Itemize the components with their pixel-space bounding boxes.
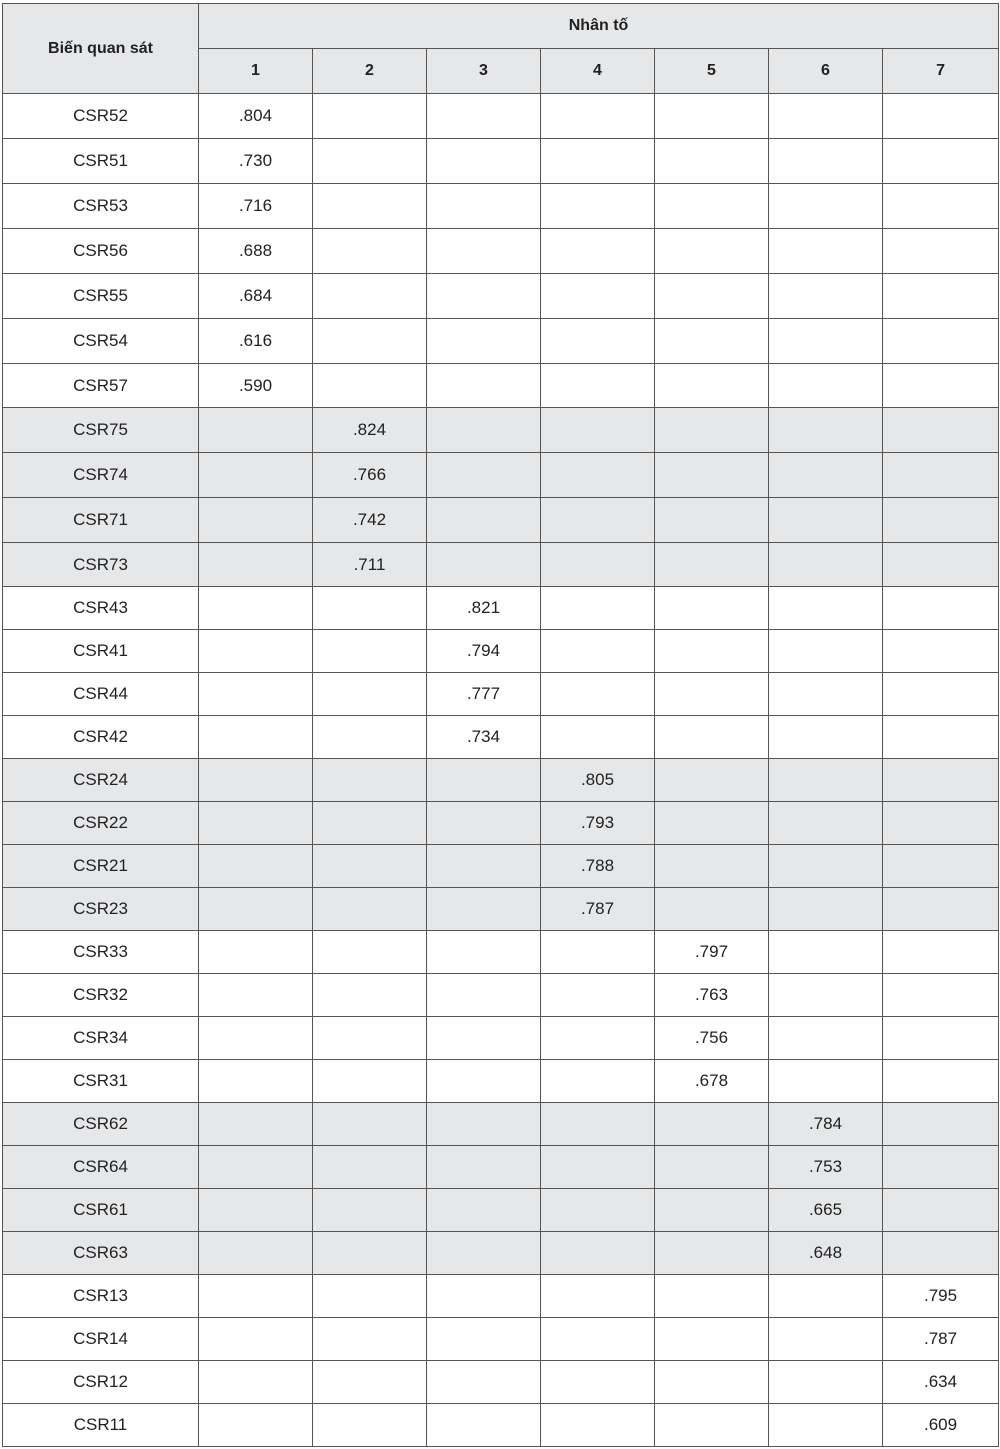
empty-cell: [655, 1361, 769, 1404]
empty-cell: [541, 1146, 655, 1189]
table-row: [3, 94, 999, 139]
empty-cell: [655, 1103, 769, 1146]
empty-cell: [655, 408, 769, 453]
empty-cell: [199, 802, 313, 845]
loading-value-cell: .688: [199, 229, 313, 274]
empty-cell: [199, 1146, 313, 1189]
empty-cell: [769, 229, 883, 274]
empty-cell: [655, 673, 769, 716]
table-row: [3, 1361, 999, 1404]
empty-cell: [541, 319, 655, 364]
variable-name-cell: CSR57: [3, 364, 199, 408]
empty-cell: [313, 364, 427, 408]
empty-cell: [313, 1361, 427, 1404]
variable-name-cell: CSR31: [3, 1060, 199, 1103]
empty-cell: [427, 974, 541, 1017]
empty-cell: [541, 716, 655, 759]
empty-cell: [769, 1275, 883, 1318]
loading-value-cell: .787: [541, 888, 655, 931]
table-row: [3, 1275, 999, 1318]
empty-cell: [769, 931, 883, 974]
empty-cell: [427, 802, 541, 845]
empty-cell: [655, 716, 769, 759]
empty-cell: [199, 1189, 313, 1232]
empty-cell: [883, 1017, 999, 1060]
empty-cell: [313, 1275, 427, 1318]
empty-cell: [199, 587, 313, 630]
loading-value-cell: .784: [769, 1103, 883, 1146]
empty-cell: [427, 1404, 541, 1447]
empty-cell: [655, 319, 769, 364]
empty-cell: [427, 408, 541, 453]
empty-cell: [655, 587, 769, 630]
empty-cell: [313, 845, 427, 888]
loading-value-cell: .777: [427, 673, 541, 716]
empty-cell: [313, 94, 427, 139]
empty-cell: [199, 1318, 313, 1361]
empty-cell: [883, 184, 999, 229]
loading-value-cell: .804: [199, 94, 313, 139]
empty-cell: [769, 453, 883, 498]
empty-cell: [883, 1146, 999, 1189]
factor-loading-table: [2, 3, 999, 1447]
empty-cell: [313, 716, 427, 759]
table-row: [3, 1189, 999, 1232]
empty-cell: [313, 1146, 427, 1189]
empty-cell: [427, 888, 541, 931]
empty-cell: [541, 1361, 655, 1404]
loading-value-cell: .766: [313, 453, 427, 498]
variable-name-cell: CSR21: [3, 845, 199, 888]
empty-cell: [655, 1189, 769, 1232]
table-body: [3, 94, 999, 1447]
variable-column-header: Biến quan sát: [3, 4, 199, 94]
empty-cell: [883, 1189, 999, 1232]
empty-cell: [541, 229, 655, 274]
empty-cell: [541, 453, 655, 498]
loading-value-cell: .734: [427, 716, 541, 759]
empty-cell: [427, 759, 541, 802]
table-row: [3, 974, 999, 1017]
variable-name-cell: CSR73: [3, 543, 199, 587]
variable-name-cell: CSR32: [3, 974, 199, 1017]
table-row: [3, 931, 999, 974]
empty-cell: [883, 94, 999, 139]
variable-name-cell: CSR14: [3, 1318, 199, 1361]
empty-cell: [883, 453, 999, 498]
empty-cell: [883, 974, 999, 1017]
empty-cell: [769, 673, 883, 716]
empty-cell: [427, 274, 541, 319]
table-row: [3, 274, 999, 319]
empty-cell: [883, 845, 999, 888]
empty-cell: [655, 630, 769, 673]
table-row: [3, 630, 999, 673]
empty-cell: [199, 630, 313, 673]
empty-cell: [769, 587, 883, 630]
variable-name-cell: CSR75: [3, 408, 199, 453]
empty-cell: [313, 184, 427, 229]
loading-value-cell: .730: [199, 139, 313, 184]
table-row: [3, 319, 999, 364]
factor-column-header: 6: [769, 49, 883, 94]
empty-cell: [427, 1232, 541, 1275]
empty-cell: [427, 1361, 541, 1404]
empty-cell: [313, 974, 427, 1017]
variable-name-cell: CSR13: [3, 1275, 199, 1318]
table-row: [3, 1103, 999, 1146]
loading-value-cell: .684: [199, 274, 313, 319]
empty-cell: [199, 1103, 313, 1146]
empty-cell: [541, 274, 655, 319]
table-row: [3, 1060, 999, 1103]
empty-cell: [655, 759, 769, 802]
empty-cell: [769, 974, 883, 1017]
empty-cell: [427, 184, 541, 229]
empty-cell: [313, 888, 427, 931]
empty-cell: [655, 543, 769, 587]
variable-name-cell: CSR43: [3, 587, 199, 630]
empty-cell: [883, 673, 999, 716]
table-row: [3, 139, 999, 184]
empty-cell: [655, 845, 769, 888]
empty-cell: [427, 498, 541, 543]
empty-cell: [313, 931, 427, 974]
empty-cell: [883, 802, 999, 845]
empty-cell: [313, 1318, 427, 1361]
empty-cell: [655, 802, 769, 845]
variable-name-cell: CSR55: [3, 274, 199, 319]
empty-cell: [769, 319, 883, 364]
empty-cell: [427, 1103, 541, 1146]
empty-cell: [199, 1404, 313, 1447]
empty-cell: [199, 498, 313, 543]
loading-value-cell: .648: [769, 1232, 883, 1275]
table-row: [3, 1318, 999, 1361]
empty-cell: [883, 931, 999, 974]
factor-column-header: 1: [199, 49, 313, 94]
variable-name-cell: CSR42: [3, 716, 199, 759]
empty-cell: [427, 845, 541, 888]
table-row: [3, 845, 999, 888]
empty-cell: [541, 931, 655, 974]
empty-cell: [427, 1017, 541, 1060]
empty-cell: [313, 1404, 427, 1447]
empty-cell: [541, 630, 655, 673]
empty-cell: [883, 319, 999, 364]
empty-cell: [541, 1189, 655, 1232]
variable-name-cell: CSR52: [3, 94, 199, 139]
loading-value-cell: .711: [313, 543, 427, 587]
factor-column-header: 3: [427, 49, 541, 94]
empty-cell: [769, 408, 883, 453]
empty-cell: [427, 543, 541, 587]
variable-name-cell: CSR33: [3, 931, 199, 974]
loading-value-cell: .821: [427, 587, 541, 630]
loading-value-cell: .788: [541, 845, 655, 888]
loading-value-cell: .805: [541, 759, 655, 802]
factor-column-header: 4: [541, 49, 655, 94]
empty-cell: [769, 1318, 883, 1361]
empty-cell: [769, 94, 883, 139]
variable-name-cell: CSR34: [3, 1017, 199, 1060]
empty-cell: [313, 587, 427, 630]
table-row: [3, 453, 999, 498]
table-row: [3, 1404, 999, 1447]
factor-column-header: 2: [313, 49, 427, 94]
empty-cell: [313, 673, 427, 716]
empty-cell: [199, 453, 313, 498]
variable-name-cell: CSR44: [3, 673, 199, 716]
empty-cell: [769, 716, 883, 759]
table-row: [3, 543, 999, 587]
empty-cell: [655, 184, 769, 229]
table-row: [3, 1232, 999, 1275]
empty-cell: [313, 274, 427, 319]
variable-name-cell: CSR64: [3, 1146, 199, 1189]
loading-value-cell: .793: [541, 802, 655, 845]
empty-cell: [427, 1146, 541, 1189]
variable-name-cell: CSR24: [3, 759, 199, 802]
variable-name-cell: CSR23: [3, 888, 199, 931]
empty-cell: [199, 1275, 313, 1318]
empty-cell: [313, 319, 427, 364]
empty-cell: [199, 716, 313, 759]
empty-cell: [541, 587, 655, 630]
variable-name-cell: CSR22: [3, 802, 199, 845]
empty-cell: [313, 1017, 427, 1060]
variable-name-cell: CSR71: [3, 498, 199, 543]
empty-cell: [541, 543, 655, 587]
loading-value-cell: .756: [655, 1017, 769, 1060]
factor-group-header: Nhân tố: [199, 4, 999, 49]
variable-name-cell: CSR63: [3, 1232, 199, 1275]
variable-name-cell: CSR61: [3, 1189, 199, 1232]
empty-cell: [883, 587, 999, 630]
empty-cell: [655, 364, 769, 408]
empty-cell: [769, 888, 883, 931]
empty-cell: [655, 274, 769, 319]
empty-cell: [199, 1361, 313, 1404]
loading-value-cell: .795: [883, 1275, 999, 1318]
empty-cell: [427, 94, 541, 139]
empty-cell: [313, 229, 427, 274]
empty-cell: [427, 364, 541, 408]
empty-cell: [199, 759, 313, 802]
empty-cell: [427, 1318, 541, 1361]
variable-name-cell: CSR41: [3, 630, 199, 673]
empty-cell: [199, 1232, 313, 1275]
empty-cell: [541, 673, 655, 716]
empty-cell: [655, 498, 769, 543]
empty-cell: [883, 630, 999, 673]
table-row: [3, 716, 999, 759]
loading-value-cell: .763: [655, 974, 769, 1017]
loading-value-cell: .678: [655, 1060, 769, 1103]
empty-cell: [541, 94, 655, 139]
empty-cell: [655, 229, 769, 274]
variable-name-cell: CSR54: [3, 319, 199, 364]
table-row: [3, 1146, 999, 1189]
empty-cell: [883, 543, 999, 587]
empty-cell: [427, 139, 541, 184]
empty-cell: [769, 498, 883, 543]
table-row: [3, 184, 999, 229]
empty-cell: [769, 845, 883, 888]
empty-cell: [427, 453, 541, 498]
empty-cell: [655, 888, 769, 931]
loading-value-cell: .794: [427, 630, 541, 673]
empty-cell: [883, 364, 999, 408]
empty-cell: [883, 498, 999, 543]
empty-cell: [883, 716, 999, 759]
variable-name-cell: CSR74: [3, 453, 199, 498]
empty-cell: [427, 1060, 541, 1103]
loading-value-cell: .824: [313, 408, 427, 453]
empty-cell: [541, 1318, 655, 1361]
loading-value-cell: .742: [313, 498, 427, 543]
loading-value-cell: .753: [769, 1146, 883, 1189]
empty-cell: [541, 139, 655, 184]
empty-cell: [655, 1232, 769, 1275]
loading-value-cell: .616: [199, 319, 313, 364]
loading-value-cell: .797: [655, 931, 769, 974]
empty-cell: [313, 1060, 427, 1103]
empty-cell: [313, 1103, 427, 1146]
empty-cell: [427, 1275, 541, 1318]
factor-column-header: 5: [655, 49, 769, 94]
empty-cell: [655, 1318, 769, 1361]
empty-cell: [541, 1275, 655, 1318]
loading-value-cell: .634: [883, 1361, 999, 1404]
empty-cell: [769, 1017, 883, 1060]
empty-cell: [883, 139, 999, 184]
empty-cell: [427, 931, 541, 974]
table-row: [3, 1017, 999, 1060]
table-row: [3, 759, 999, 802]
empty-cell: [883, 759, 999, 802]
variable-name-cell: CSR53: [3, 184, 199, 229]
empty-cell: [883, 888, 999, 931]
empty-cell: [427, 229, 541, 274]
loading-value-cell: .716: [199, 184, 313, 229]
table-row: [3, 673, 999, 716]
empty-cell: [199, 888, 313, 931]
table-row: [3, 498, 999, 543]
empty-cell: [541, 1232, 655, 1275]
empty-cell: [769, 274, 883, 319]
empty-cell: [541, 364, 655, 408]
table-row: [3, 587, 999, 630]
empty-cell: [541, 1017, 655, 1060]
empty-cell: [313, 139, 427, 184]
empty-cell: [883, 1103, 999, 1146]
empty-cell: [199, 931, 313, 974]
factor-column-header: 7: [883, 49, 999, 94]
empty-cell: [313, 802, 427, 845]
empty-cell: [541, 184, 655, 229]
empty-cell: [199, 974, 313, 1017]
variable-name-cell: CSR12: [3, 1361, 199, 1404]
empty-cell: [427, 319, 541, 364]
variable-name-cell: CSR51: [3, 139, 199, 184]
empty-cell: [769, 630, 883, 673]
empty-cell: [313, 630, 427, 673]
loading-value-cell: .590: [199, 364, 313, 408]
empty-cell: [199, 845, 313, 888]
empty-cell: [199, 408, 313, 453]
table-row: [3, 229, 999, 274]
empty-cell: [655, 453, 769, 498]
empty-cell: [883, 274, 999, 319]
empty-cell: [541, 1404, 655, 1447]
table-row: [3, 408, 999, 453]
empty-cell: [655, 94, 769, 139]
empty-cell: [541, 1103, 655, 1146]
variable-name-cell: CSR62: [3, 1103, 199, 1146]
variable-name-cell: CSR11: [3, 1404, 199, 1447]
table-row: [3, 888, 999, 931]
empty-cell: [313, 759, 427, 802]
empty-cell: [313, 1232, 427, 1275]
empty-cell: [883, 229, 999, 274]
empty-cell: [883, 1232, 999, 1275]
empty-cell: [427, 1189, 541, 1232]
table-header: [3, 4, 999, 94]
table-row: [3, 802, 999, 845]
empty-cell: [769, 1361, 883, 1404]
empty-cell: [769, 543, 883, 587]
empty-cell: [655, 139, 769, 184]
empty-cell: [769, 364, 883, 408]
empty-cell: [313, 1189, 427, 1232]
table-row: [3, 364, 999, 408]
empty-cell: [541, 498, 655, 543]
empty-cell: [769, 139, 883, 184]
loading-value-cell: .609: [883, 1404, 999, 1447]
loading-value-cell: .665: [769, 1189, 883, 1232]
variable-name-cell: CSR56: [3, 229, 199, 274]
empty-cell: [655, 1146, 769, 1189]
empty-cell: [199, 1060, 313, 1103]
empty-cell: [769, 1404, 883, 1447]
empty-cell: [199, 673, 313, 716]
empty-cell: [769, 802, 883, 845]
empty-cell: [541, 408, 655, 453]
empty-cell: [883, 1060, 999, 1103]
empty-cell: [199, 543, 313, 587]
empty-cell: [769, 759, 883, 802]
empty-cell: [199, 1017, 313, 1060]
empty-cell: [541, 1060, 655, 1103]
empty-cell: [655, 1275, 769, 1318]
empty-cell: [769, 1060, 883, 1103]
empty-cell: [655, 1404, 769, 1447]
loading-value-cell: .787: [883, 1318, 999, 1361]
empty-cell: [769, 184, 883, 229]
empty-cell: [883, 408, 999, 453]
empty-cell: [541, 974, 655, 1017]
